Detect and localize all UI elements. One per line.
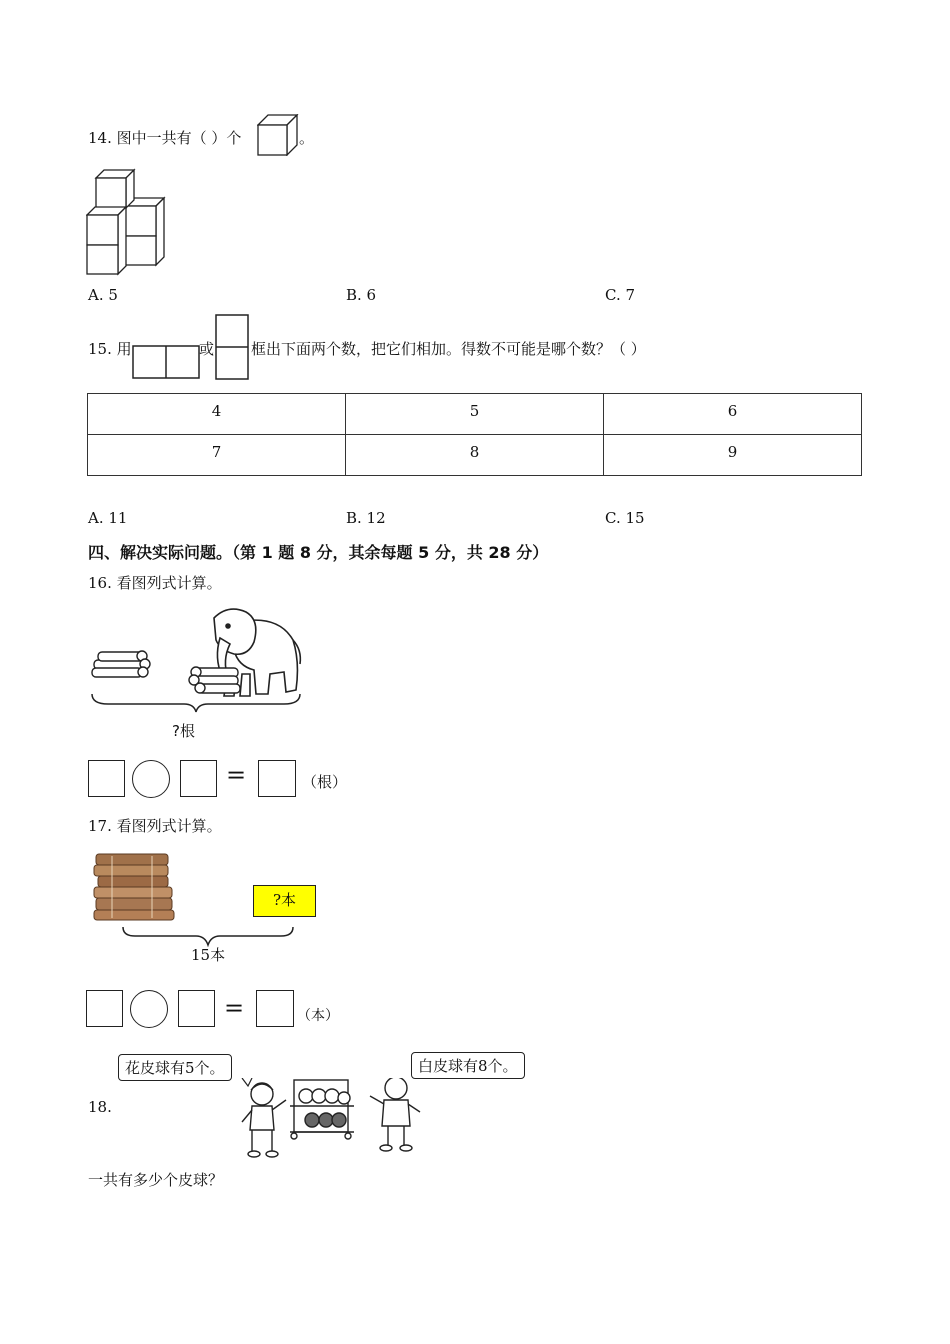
q17-unknown-label: ?本 xyxy=(253,885,316,917)
q14-option-b[interactable]: B. 6 xyxy=(346,286,377,304)
log-pile-icon xyxy=(92,651,150,677)
q16-number: 16. xyxy=(88,574,112,592)
q16-brace-label: ?根 xyxy=(172,722,195,740)
q14-text-end: 。 xyxy=(299,129,315,147)
brace xyxy=(92,694,300,712)
horizontal-two-box-icon xyxy=(132,345,200,380)
q18-speech-bubble-right: 白皮球有8个。 xyxy=(411,1052,525,1079)
q16-unit: （根） xyxy=(302,773,348,791)
q16-operator-circle[interactable] xyxy=(132,760,170,798)
q17-brace xyxy=(120,925,296,947)
table-cell: 6 xyxy=(604,394,862,435)
q16-answer-box-1[interactable] xyxy=(88,760,125,797)
q15-number-table xyxy=(87,393,862,476)
q17-equals-sign: = xyxy=(224,994,245,1022)
q14-option-a[interactable]: A. 5 xyxy=(88,286,118,304)
section-heading: 四、解决实际问题。（第 1 题 8 分，其余每题 5 分，共 28 分） xyxy=(88,543,549,562)
q16-answer-box-2[interactable] xyxy=(180,760,217,797)
q15-option-c[interactable]: C. 15 xyxy=(605,509,645,527)
q17-number: 17. xyxy=(88,817,112,835)
q17-stem xyxy=(88,817,222,835)
q17-total-label: 15本 xyxy=(191,946,226,964)
table-row xyxy=(88,394,862,435)
q15-text-yong: 用 xyxy=(116,340,132,358)
q14-stem xyxy=(88,129,241,147)
q18-number: 18. xyxy=(88,1098,112,1116)
q15-option-b[interactable]: B. 12 xyxy=(346,509,386,527)
table-cell: 5 xyxy=(346,394,604,435)
q17-unit: （本） xyxy=(297,1008,339,1024)
girl-icon xyxy=(242,1083,286,1157)
single-cube-icon xyxy=(257,114,299,156)
q16-text: 看图列式计算。 xyxy=(116,574,222,592)
q15-text-rest: 框出下面两个数，把它们相加。得数不可能是哪个数？（ ） xyxy=(251,340,646,358)
elephant-logs-illustration xyxy=(88,600,313,715)
q18-speech-bubble-left: 花皮球有5个。 xyxy=(118,1054,232,1081)
q15-option-a[interactable]: A. 11 xyxy=(88,509,128,527)
ball-rack-icon xyxy=(290,1080,354,1139)
q15-stem-start xyxy=(88,340,132,358)
q15-number: 15. xyxy=(88,340,112,358)
boy-icon xyxy=(370,1078,420,1151)
q17-operator-circle[interactable] xyxy=(130,990,168,1028)
q17-answer-box-2[interactable] xyxy=(178,990,215,1027)
q17-answer-box-1[interactable] xyxy=(86,990,123,1027)
book-stack-icon xyxy=(92,850,176,922)
table-cell: 9 xyxy=(604,435,862,476)
q15-text-or: 或 xyxy=(199,340,215,358)
q18-question: 一共有多少个皮球？ xyxy=(88,1171,224,1189)
q14-option-c[interactable]: C. 7 xyxy=(605,286,636,304)
table-cell: 8 xyxy=(346,435,604,476)
q16-answer-box-result[interactable] xyxy=(258,760,296,797)
q17-answer-box-result[interactable] xyxy=(256,990,294,1027)
q16-stem xyxy=(88,574,222,592)
vertical-two-box-icon xyxy=(215,314,250,380)
cube-stack-figure xyxy=(86,168,168,278)
q14-text: 图中一共有（ ）个 xyxy=(116,129,242,147)
q16-equals-sign: = xyxy=(226,761,247,789)
q14-number: 14. xyxy=(88,129,112,147)
table-cell: 7 xyxy=(88,435,346,476)
table-cell: 4 xyxy=(88,394,346,435)
table-row xyxy=(88,435,862,476)
q17-text: 看图列式计算。 xyxy=(116,817,222,835)
children-balls-illustration xyxy=(232,1078,428,1158)
